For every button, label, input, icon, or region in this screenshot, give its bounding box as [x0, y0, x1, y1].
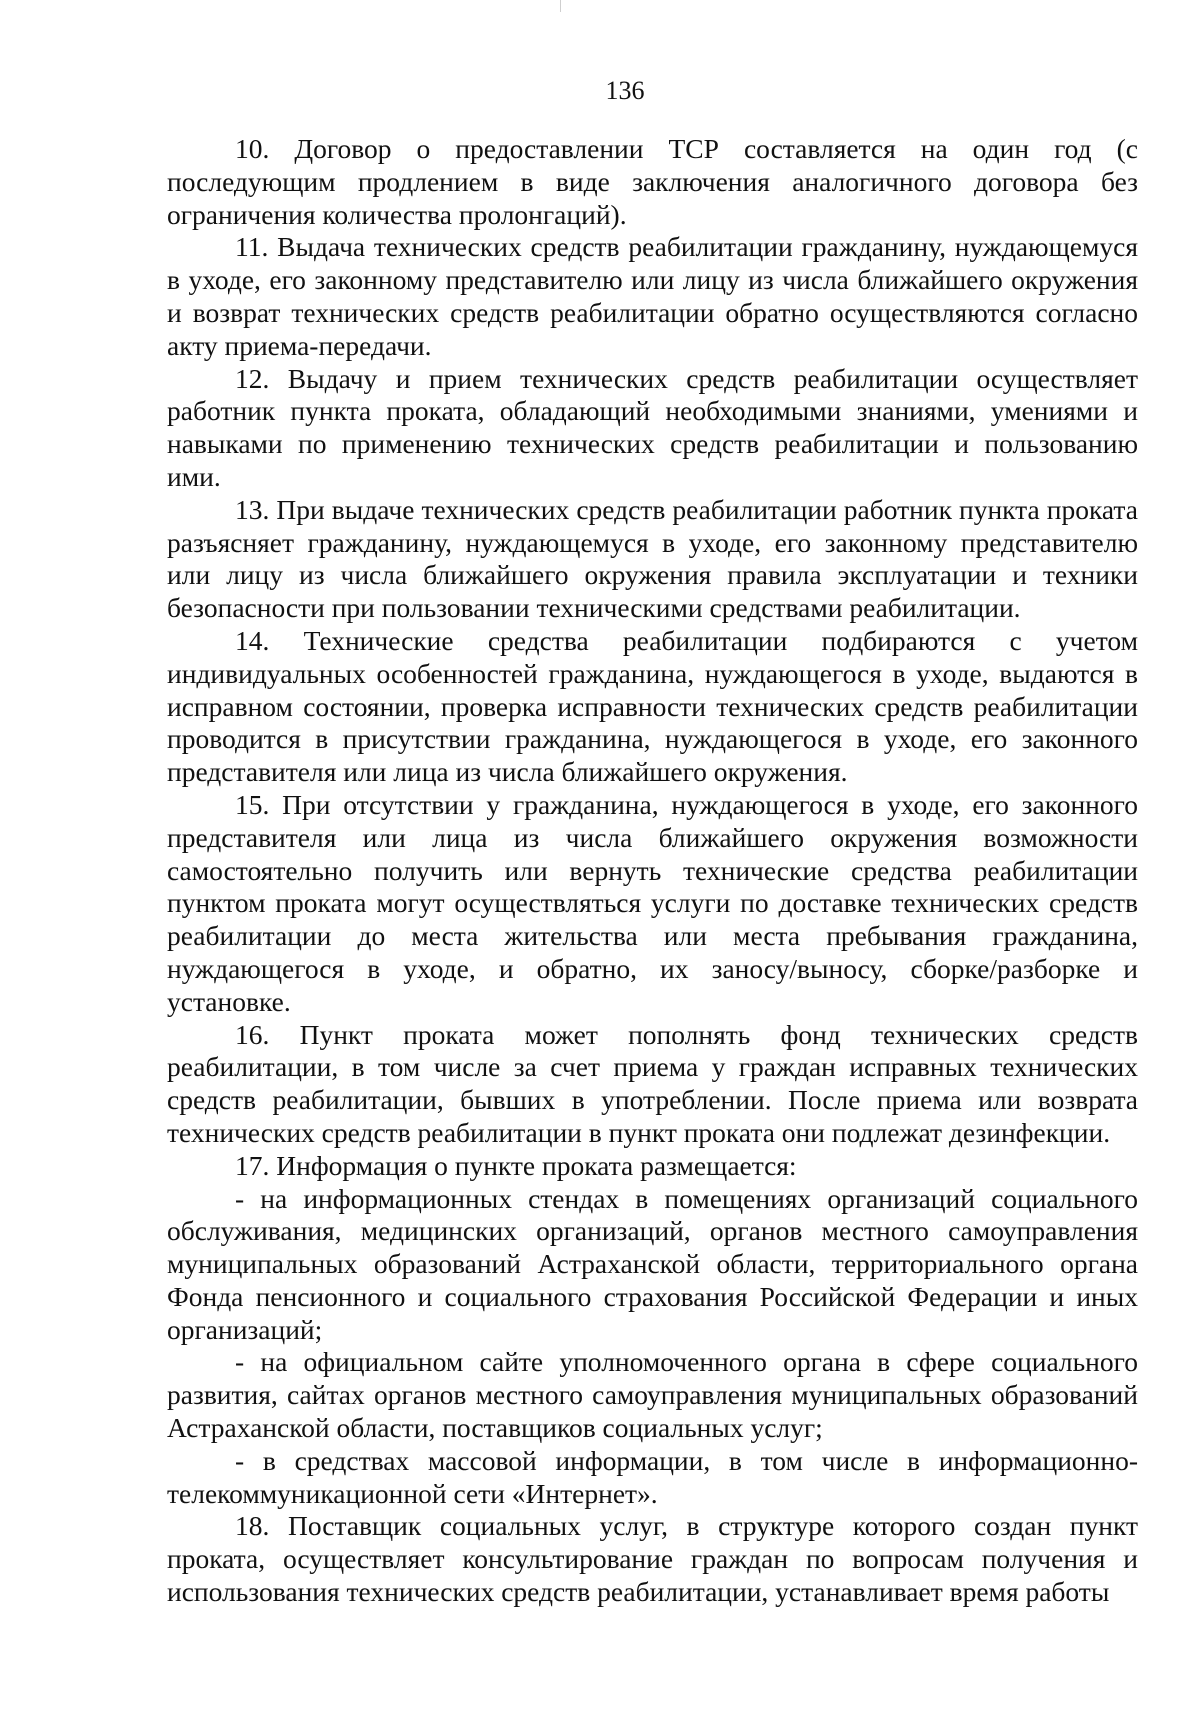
paragraph-16: 16. Пункт проката может пополнять фонд технических средств реабилитации, в том числе за счет приема у граждан исправных технических средств реабилитации, бывших в употреблении. После приема или возврата технических средств реабилитации в пункт проката они подлежат дезинфекции. — [167, 1018, 1138, 1148]
list-item-media: - в средствах массовой информации, в том числе в информационно-телекоммуникационной сети «Интернет». — [167, 1444, 1138, 1509]
paragraph-18: 18. Поставщик социальных услуг, в структуре которого создан пункт проката, осуществляет консультирование граждан по вопросам получения и использования технических средств реабилитации, устанавливает время работы — [167, 1510, 1138, 1608]
paragraph-12: 12. Выдачу и прием технических средств реабилитации осуществляет работник пункта проката, обладающий необходимыми знаниями, умениями и навыками по применению технических средств реабилитации и пользованию ими. — [167, 362, 1138, 492]
page-number: 136 — [605, 76, 645, 105]
list-item-websites: - на официальном сайте уполномоченного органа в сфере социального развития, сайтах органов местного самоуправления муниципальных образований Астраханской области, поставщиков социальных услуг; — [167, 1346, 1138, 1444]
paragraph-10: 10. Договор о предоставлении ТСР составляется на один год (с последующим продлением в виде заключения аналогичного договора без ограничения количества пролонгаций). — [167, 133, 1138, 230]
paragraph-14: 14. Технические средства реабилитации подбираются с учетом индивидуальных особенностей гражданина, нуждающегося в уходе, выдаются в исправном состоянии, проверка исправности технических средств реабилитации проводится в присутствии гражданина, нуждающегося в уходе, его законного представителя или лица из числа ближайшего окружения. — [167, 624, 1138, 788]
document-body — [167, 133, 1138, 1609]
paragraph-11: 11. Выдача технических средств реабилитации гражданину, нуждающемуся в уходе, его законному представителю или лицу из числа ближайшего окружения и возврат технических средств реабилитации обратно осуществляются согласно акту приема-передачи. — [167, 231, 1138, 361]
paragraph-13: 13. При выдаче технических средств реабилитации работник пункта проката разъясняет гражданину, нуждающемуся в уходе, его законному представителю или лицу из числа ближайшего окружения правила эксплуатации и техники безопасности при пользовании техническими средствами реабилитации. — [167, 493, 1138, 624]
list-item-stands: - на информационных стендах в помещениях организаций социального обслуживания, медицинских организаций, органов местного самоуправления муниципальных образований Астраханской области, территориального органа Фонда пенсионного и социального страхования Российской Федерации и иных организаций; — [167, 1182, 1138, 1345]
paragraph-17: 17. Информация о пункте проката размещается: — [235, 1149, 797, 1181]
scan-artifact — [560, 0, 561, 12]
paragraph-15: 15. При отсутствии у гражданина, нуждающегося в уходе, его законного представителя или лица из числа ближайшего окружения возможности самостоятельно получить или вернуть технические средства реабилитации пунктом проката могут осуществляться услуги по доставке технических средств реабилитации до места жительства или места пребывания гражданина, нуждающегося в уходе, и обратно, их заносу/выносу, сборке/разборке и установке. — [167, 788, 1138, 1017]
